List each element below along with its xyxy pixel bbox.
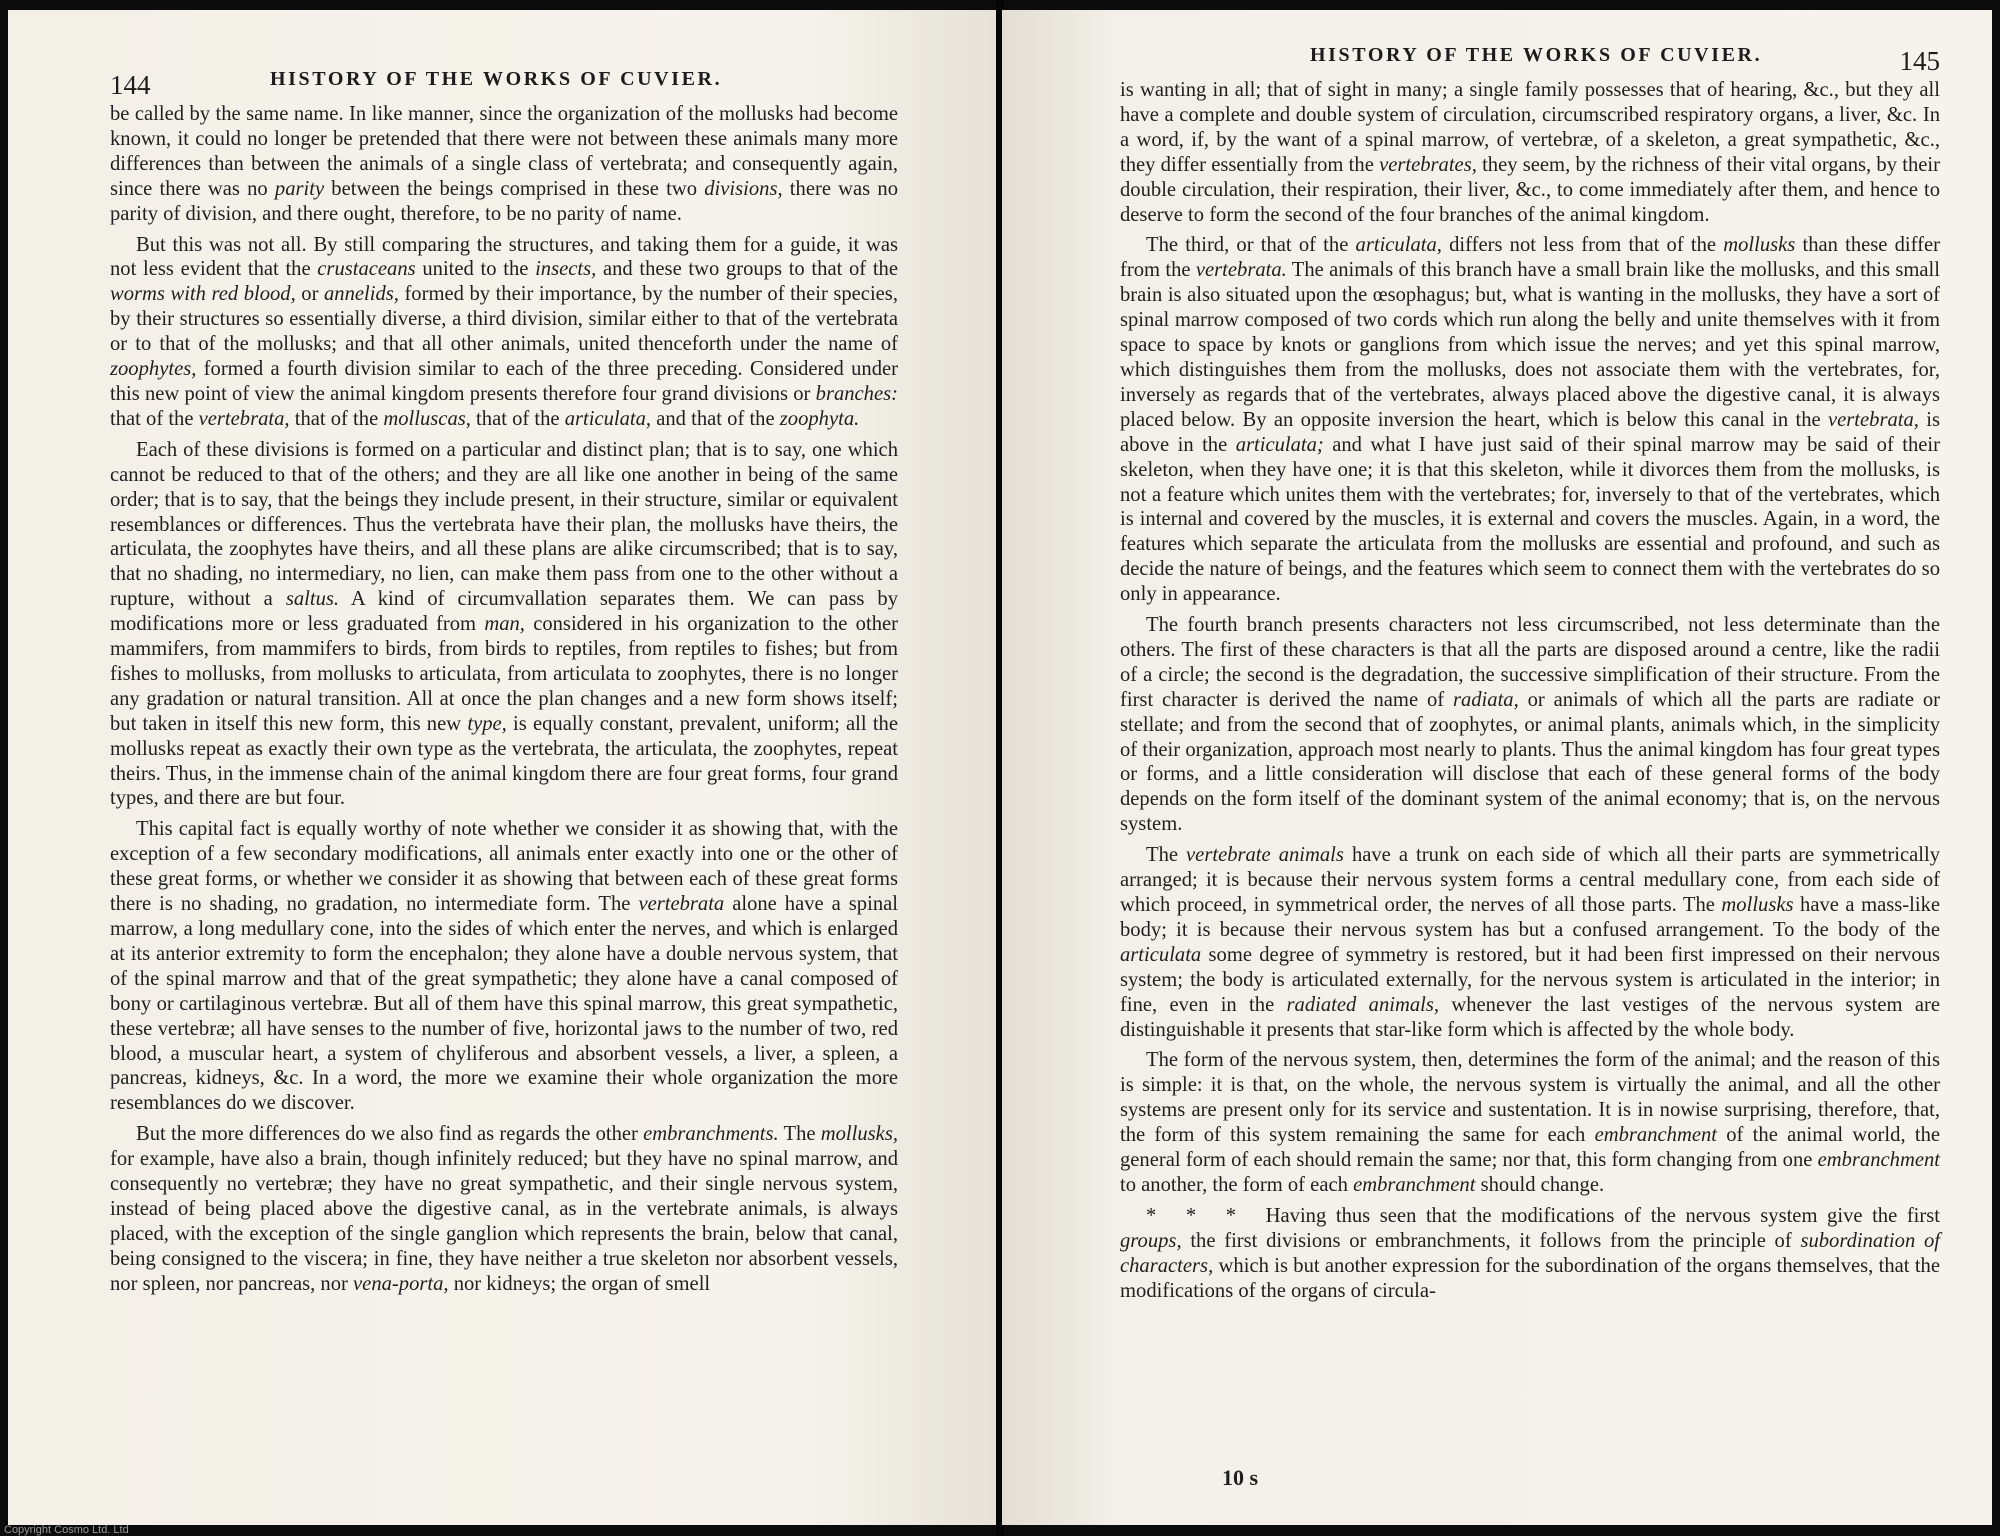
text-run: The animals of this branch have a small brain like the mollusks, and this small brain is also situated upon the œsophagus; but, what is wanting in the mollusks, they have a sort of spinal marrow composed of two cords which run along the belly and unite themselves with it from space to space by knots or ganglions from which issue the nerves; and yet this spinal marrow, which distinguishes them from the mollusks, does not associate them with the vertebrates, for, inversely as regards that of the vertebrates, always placed above the digestive canal, it is always placed below. By an opposite inversion the heart, which is below this canal in the <box>1120 259 1940 431</box>
text-run: and that of the <box>651 407 780 430</box>
right-page <box>1002 10 1992 1525</box>
text-run: But the more differences do we also find as regards the other <box>136 1123 644 1146</box>
text-run: of the animal world, the general form of each should remain the same; nor that, this form changing from one <box>1120 1124 1941 1172</box>
italic-run: vertebrate animals <box>1186 844 1344 867</box>
text-run: But this was not all. By still comparing the structures, and taking them for a guide, it was not less evident that the <box>110 233 898 281</box>
text-run: that of the <box>470 407 565 430</box>
text-run: A kind of circumvallation separates them. We can pass by modifications more or less graduated from <box>110 588 898 636</box>
italic-run: groups, <box>1120 1229 1182 1252</box>
italic-run: embranchments. <box>643 1123 779 1146</box>
text-run: This capital fact is equally worthy of note whether we consider it as showing that, with the exception of a few secondary modifications, all animals enter exactly into one or the other of these great forms, or whether we consider it as showing that between each of these great forms there is no shading, no gradation, no intermediate form. The <box>110 818 898 916</box>
italic-run: annelids, <box>323 283 399 306</box>
text-run: than these differ from the <box>1120 234 1940 282</box>
text-run: The form of the nervous system, then, determines the form of the animal; and the reason of this is simple: it is that, on the whole, the nervous system is virtually the animal, and all the other systems are present only for its service and sustentation. It is in nowise surprising, therefore, that, the form of this system remaining the same for each <box>1120 1049 1940 1147</box>
text-run: have a mass-like body; it is because their nervous system has but a confused arrangement. To the body of the <box>1120 894 1941 941</box>
italic-run: embranchment <box>1353 1173 1476 1196</box>
text-run: united to the <box>415 258 536 281</box>
italic-run: vertebrata, <box>198 407 290 430</box>
text-run: The fourth branch presents characters not less circumscribed, not less determinate than the others. The first of these characters is that all the parts are disposed around a centre, like the radii of a circle; the second is the degradation, the successive simplification of their structure. From the first character is derived the name of <box>1120 614 1940 711</box>
italic-run: embranchment <box>1817 1149 1940 1172</box>
text-run: they seem, by the richness of their vital organs, by their double circulation, their respiration, their liver, &c., to come immediately after them, and hence to deserve to form the second of the four branches of the animal kingdom. <box>1120 153 1940 226</box>
text-run: that of the <box>110 407 199 430</box>
copyright-notice: Copyright Cosmo Ltd. Ltd <box>4 1524 129 1536</box>
left-page <box>8 10 998 1525</box>
text-run: to another, the form of each <box>1120 1173 1354 1196</box>
text-run: between the beings comprised in these two <box>324 177 705 200</box>
text-run: formed a fourth division similar to each of the three preceding. Considered under this new point of view the animal kingdom presents therefore four grand divisions or <box>110 358 898 405</box>
italic-run: articulata, <box>1355 234 1442 257</box>
text-run: the first divisions or embranchments, it follows from the principle of <box>1181 1229 1801 1252</box>
italic-run: vertebrata. <box>1195 259 1287 282</box>
right-page-body <box>1120 78 1940 1304</box>
text-run: is above in the <box>1120 408 1940 456</box>
italic-run: embranchment <box>1594 1124 1717 1147</box>
text-run: The third, or that of the <box>1146 234 1356 257</box>
italic-run: zoophytes, <box>110 358 197 381</box>
italic-run: insects, <box>535 258 597 281</box>
signature-mark: 10 s <box>1222 1465 1259 1490</box>
text-run: Having thus seen that the modifications of the nervous system give the first <box>1265 1204 1941 1227</box>
italic-run: mollusks <box>1723 234 1796 257</box>
asterism: * * * <box>1146 1204 1266 1227</box>
text-run: whenever the last vestiges of the nervous system are distinguishable it presents that star-like form which is affected by the whole body. <box>1120 993 1940 1041</box>
italic-run: divisions, <box>704 177 783 200</box>
left-page-header <box>110 62 898 102</box>
italic-run: branches: <box>815 382 898 405</box>
italic-run: radiata, <box>1452 688 1519 711</box>
left-page-number: 144 <box>110 70 151 100</box>
text-run: or <box>295 283 324 306</box>
italic-run: crustaceans <box>317 258 416 281</box>
text-run: that of the <box>289 407 384 430</box>
text-run: for example, have also a brain, though infinitely reduced; but they have no spinal marrow, and consequently no vertebræ; they have no great sympathetic, and their single nervous system, instead of being placed above the digestive canal, as in the vertebrate animals, is always placed, with the exception of the single ganglion which represents the brain, below that canal, being consigned to the viscera; in fine, they have neither a true skeleton nor absorbent vessels, nor spleen, nor pancreas, nor <box>110 1148 898 1295</box>
left-running-title: HISTORY OF THE WORKS OF CUVIER. <box>270 68 723 90</box>
text-run: there was no parity of division, and there ought, therefore, to be no parity of name. <box>110 177 898 225</box>
right-page-number: 145 <box>1899 46 1940 76</box>
italic-run: articulata <box>1120 943 1202 966</box>
italic-run: radiated animals, <box>1286 993 1440 1016</box>
text-run: The <box>1146 844 1187 867</box>
text-run: The <box>778 1123 821 1146</box>
text-run: which is but another expression for the subordination of the organs themselves, that the modifications of the organs of circula- <box>1120 1254 1940 1302</box>
paragraph <box>1120 233 1940 607</box>
italic-run: articulata, <box>564 407 652 430</box>
italic-run: vertebrata, <box>1827 408 1919 431</box>
paragraph <box>110 102 898 227</box>
italic-run: vertebrata <box>638 893 725 916</box>
text-run: Each of these divisions is formed on a particular and distinct plan; that is to say, one which cannot be reduced to that of the others; and they are all like one another in being of the same order; that is to say, that the beings they include present, in their structure, similar or equivalent resemblances or differences. Thus the vertebrata have their plan, the mollusks have theirs, the articulata, the zoophytes have theirs, and all these plans are alike circumscribed; that is to say, that no shading, no intermediary, no lien, can make them pass from one to the other without a rupture, without a <box>110 438 898 611</box>
text-run: and what I have just said of their spinal marrow may be said of their skeleton, when they have one; it is that this skeleton, while it divorces them from the mollusks, is not a feature which unites them with the vertebrates; for, inversely to that of the vertebrates, which is internal and covered by the muscles, it is external and covers the muscles. Again, in a word, the features which separate the articulata from the mollusks are essential and profound, and such as decide the nature of beings, and the features which seem to connect them with the vertebrates do so only in appearance. <box>1120 433 1941 606</box>
paragraph <box>1120 78 1940 227</box>
text-run: formed by their importance, by the number of their species, by their structures so essentially diverse, a third division, similar either to that of the vertebrata or to that of the mollusks; and that all other animals, united thenceforth under the name of <box>110 283 898 356</box>
paragraph <box>110 233 898 432</box>
paragraph <box>1120 1048 1940 1197</box>
text-run: is equally constant, prevalent, uniform; all the mollusks repeat as exactly their own type as the vertebrata, the articulata, the zoophytes, repeat theirs. Thus, in the immense chain of the animal kingdom there are four great forms, four grand types, and there are but four. <box>110 712 898 810</box>
text-run: considered in his organization to the other mammifers, from mammifers to birds, from birds to reptiles, from reptiles to fishes; but from fishes to mollusks, from mollusks to articulata, from articulata to zoophytes, there is no longer any gradation or natural transition. All at once the plan changes and a new form shows itself; but taken in itself this new form, this new <box>110 613 899 735</box>
italic-run: mollusks <box>1721 894 1794 916</box>
paragraph <box>110 438 898 812</box>
italic-run: subordination of characters, <box>1120 1229 1940 1277</box>
paragraph <box>1120 613 1940 837</box>
text-run: and these two groups to that of the <box>596 258 898 281</box>
paragraph <box>110 1122 898 1296</box>
paragraph <box>110 817 898 1116</box>
text-run: have a trunk on each side of which all their parts are symmetrically arranged; it is because their nervous system forms a central medullary cone, from each side of which proceed, in symmetrical order, the nerves of all those parts. The <box>1120 844 1940 916</box>
right-running-title: HISTORY OF THE WORKS OF CUVIER. <box>1310 44 1763 66</box>
italic-run: mollusks, <box>820 1123 898 1146</box>
text-run: or animals of which all the parts are radiate or stellate; and from the second that of zoophytes, or animal plants, animals which, in the simplicity of their organization, approach most nearly to plants. Thus the animal kingdom has four great types or forms, and a little consideration will disclose that each of these general forms of the body depends on the form itself of the dominant system of the animal economy; that is, on the nervous system. <box>1120 688 1941 836</box>
text-run: alone have a spinal marrow, a long medullary cone, into the sides of which enter the nerves, and which is enlarged at its anterior extremity to form the encephalon; they alone have a double nervous system, that of the spinal marrow and that of the great sympathetic; they alone have a canal composed of bony or cartilaginous vertebræ. But all of them have this spinal marrow, this great sympathetic, these vertebræ; all have senses to the number of five, horizontal jaws to the number of two, red blood, a muscular heart, a system of chyliferous and absorbent vessels, a liver, a spleen, a pancreas, kidneys, &c. In a word, the more we examine their whole organization the more resemblances do we discover. <box>110 893 898 1115</box>
text-run: some degree of symmetry is restored, but it had been first impressed on their nervous system; the body is articulated externally, for the nervous system is articulated in the interior; in fine, even in the <box>1120 943 1940 1016</box>
text-run: should change. <box>1475 1173 1605 1196</box>
text-run: be called by the same name. In like manner, since the organization of the mollusks had become known, it could no longer be pretended that there were not between these animals many more differences than between the animals of a single class of vertebrata; and consequently again, since there was no <box>110 103 898 200</box>
text-run: is wanting in all; that of sight in many; a single family possesses that of hearing, &c., but they all have a complete and double system of circulation, circumscribed respiratory organs, a liver, &c. In a word, if, by the want of a spinal marrow, of vertebræ, of a skeleton, a great sympathetic, &c., they differ essentially from the <box>1120 79 1940 176</box>
text-run: differs not less from that of the <box>1441 234 1724 257</box>
paragraph <box>1120 843 1940 1042</box>
italic-run: vertebrates, <box>1379 153 1477 176</box>
italic-run: vena-porta, <box>353 1272 449 1295</box>
italic-run: man, <box>484 613 525 636</box>
left-page-body <box>110 102 898 1297</box>
text-run: nor kidneys; the organ of smell <box>448 1272 711 1295</box>
italic-run: molluscas, <box>383 407 471 430</box>
italic-run: parity <box>274 177 325 200</box>
italic-run: type, <box>467 712 507 735</box>
paragraph <box>1120 1204 1940 1304</box>
italic-run: zoophyta. <box>779 407 860 430</box>
italic-run: saltus. <box>285 588 340 611</box>
italic-run: articulata; <box>1235 433 1324 456</box>
italic-run: worms with red blood, <box>110 283 296 306</box>
right-page-header <box>1120 38 1940 78</box>
